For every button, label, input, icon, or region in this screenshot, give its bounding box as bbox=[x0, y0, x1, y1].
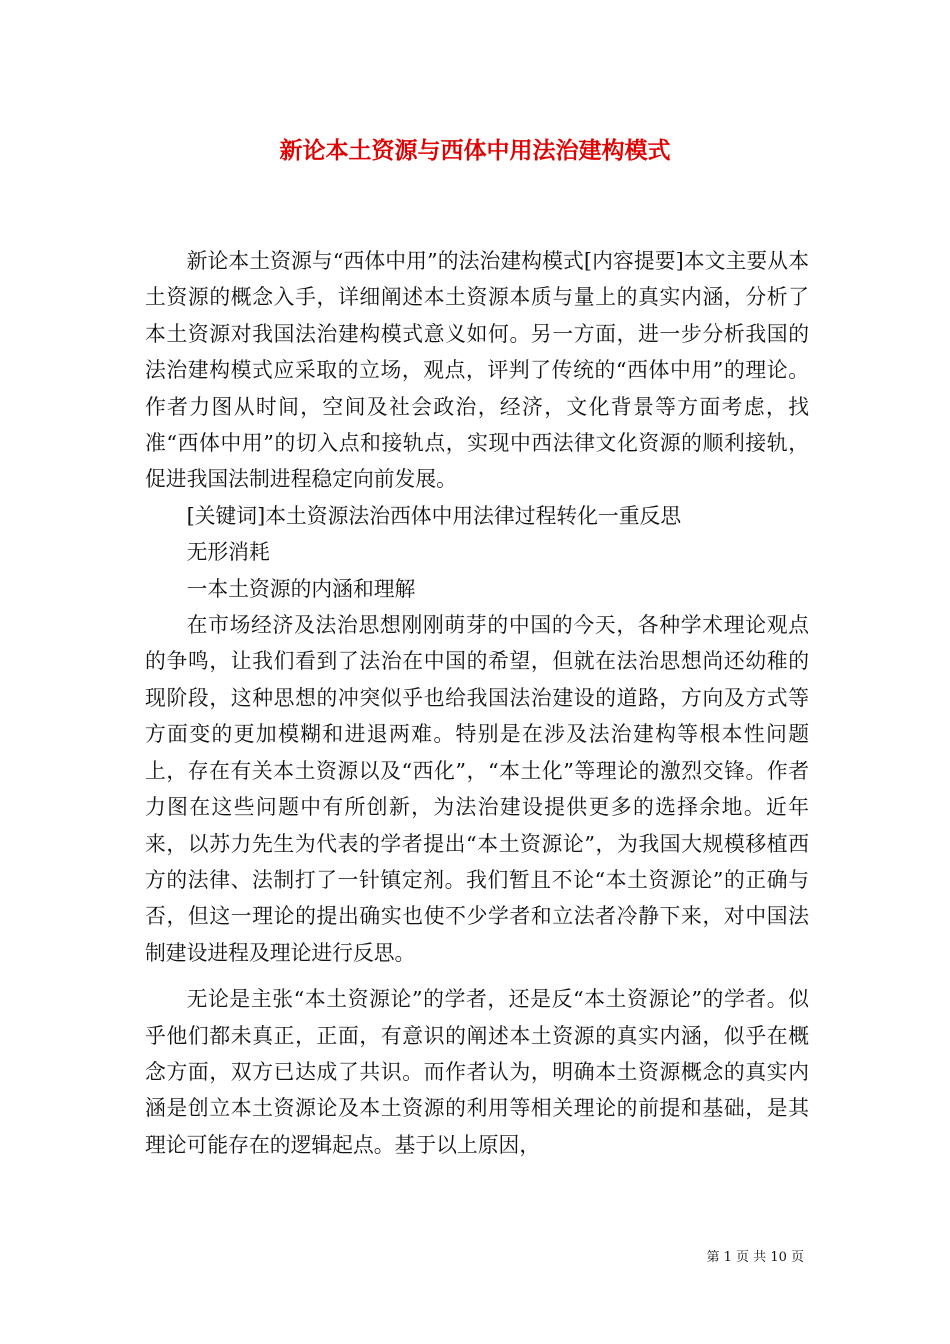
paragraph-abstract: 新论本土资源与“西体中用”的法治建构模式[内容提要]本文主要从本土资源的概念入手，详细阐述本土资源本质与量上的真实内涵，分析了本土资源对我国法治建构模式意义如何。另一方面，进一步分析我国的法治建构模式应采取的立场，观点，评判了传统的“西体中用”的理论。作者力图从时间，空间及社会政治，经济，文化背景等方面考虑，找准“西体中用”的切入点和接轨点，实现中西法律文化资源的顺利接轨，促进我国法制进程稳定向前发展。 bbox=[145, 249, 809, 492]
paragraph-body-2: 无论是主张“本土资源论”的学者，还是反“本土资源论”的学者。似乎他们都未真正，正面，有意识的阐述本土资源的真实内涵，似乎在概念方面，双方已达成了共识。而作者认为，明确本土资源概念的真实内涵是创立本土资源论及本土资源的利用等相关理论的前提和基础，是其理论可能存在的逻辑起点。基于以上原因， bbox=[145, 987, 809, 1157]
paragraph-keywords: [关键词]本土资源法治西体中用法律过程转化一重反思 bbox=[186, 503, 682, 528]
page-number: 第 1 页 共 10 页 bbox=[706, 1250, 804, 1265]
paragraph-keywords-cont: 无形消耗 bbox=[186, 540, 270, 565]
document-body bbox=[145, 243, 809, 1163]
paragraph-body-1: 在市场经济及法治思想刚刚萌芽的中国的今天，各种学术理论观点的争鸣，让我们看到了法治在中国的希望，但就在法治思想尚还幼稚的现阶段，这种思想的冲突似乎也给我国法治建设的道路，方向及方式等方面变的更加模糊和进退两难。特别是在涉及法治建构等根本性问题上，存在有关本土资源以及“西化”，“本土化”等理论的激烈交锋。作者力图在这些问题中有所创新，为法治建设提供更多的选择余地。近年来，以苏力先生为代表的学者提出“本土资源论”，为我国大规模移植西方的法律、法制打了一针镇定剂。我们暂且不论“本土资源论”的正确与否，但这一理论的提出确实也使不少学者和立法者冷静下来，对中国法制建设进程及理论进行反思。 bbox=[145, 613, 809, 965]
section-heading: 一本土资源的内涵和理解 bbox=[186, 576, 416, 601]
document-title: 新论本土资源与西体中用法治建构模式 bbox=[279, 137, 671, 164]
